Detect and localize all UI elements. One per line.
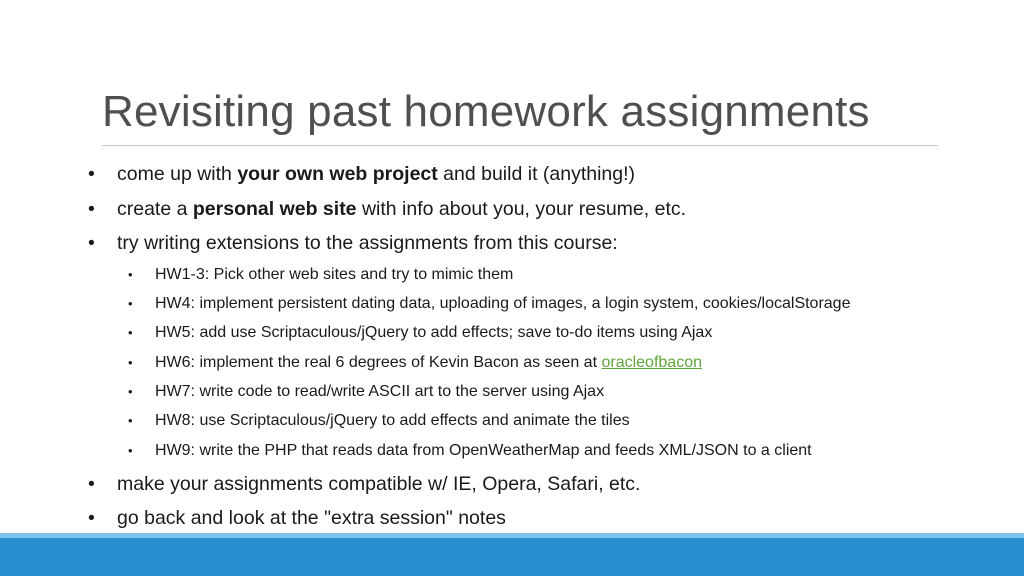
list-item-text: HW7: write code to read/write ASCII art to the server using Ajax	[155, 383, 605, 400]
list-item-text-part: come up with	[117, 163, 238, 185]
bullet-icon: •	[128, 267, 133, 282]
bullet-icon: •	[88, 473, 95, 495]
list-item-text: HW9: write the PHP that reads data from OpenWeatherMap and feeds XML/JSON to a client	[155, 442, 812, 459]
slide-title: Revisiting past homework assignments	[102, 87, 870, 136]
bullet-icon: •	[128, 384, 133, 399]
list-item-emphasis: personal web site	[192, 198, 357, 220]
list-item-text	[155, 352, 702, 374]
footer-bar	[0, 538, 1024, 576]
list-item-text: HW5: add use Scriptaculous/jQuery to add effects; save to-do items using Ajax	[155, 324, 713, 341]
bullet-icon: •	[128, 325, 133, 340]
title-divider	[102, 145, 938, 146]
bullet-icon: •	[128, 413, 133, 428]
list-item-emphasis: your own web project	[237, 163, 438, 185]
list-item-text-part: with info about you, your resume, etc.	[356, 198, 687, 220]
list-item-text-part: and build it (anything!)	[437, 163, 636, 185]
list-item-text: make your assignments compatible w/ IE, Opera, Safari, etc.	[117, 473, 641, 495]
bullet-icon: •	[128, 296, 133, 311]
list-item-text	[117, 196, 686, 222]
list-item-text-part: HW6: implement the real 6 degrees of Kevin Bacon as seen at	[155, 354, 602, 371]
bullet-icon: •	[88, 198, 95, 220]
list-item-text: HW1-3: Pick other web sites and try to mimic them	[155, 266, 514, 283]
bullet-icon: •	[88, 507, 95, 529]
list-item-text-part: create a	[117, 198, 193, 220]
list-item-text: go back and look at the "extra session" notes	[117, 507, 506, 529]
bullet-icon: •	[128, 355, 133, 370]
bullet-icon: •	[88, 163, 95, 185]
oracleofbacon-link[interactable]: oracleofbacon	[601, 354, 702, 371]
bullet-icon: •	[128, 443, 133, 458]
list-item-text: try writing extensions to the assignments from this course:	[117, 232, 618, 254]
list-item-text	[117, 161, 635, 187]
bullet-icon: •	[88, 232, 95, 254]
list-item-text: HW4: implement persistent dating data, uploading of images, a login system, cookies/localStorage	[155, 295, 851, 312]
list-item-text: HW8: use Scriptaculous/jQuery to add effects and animate the tiles	[155, 412, 630, 429]
